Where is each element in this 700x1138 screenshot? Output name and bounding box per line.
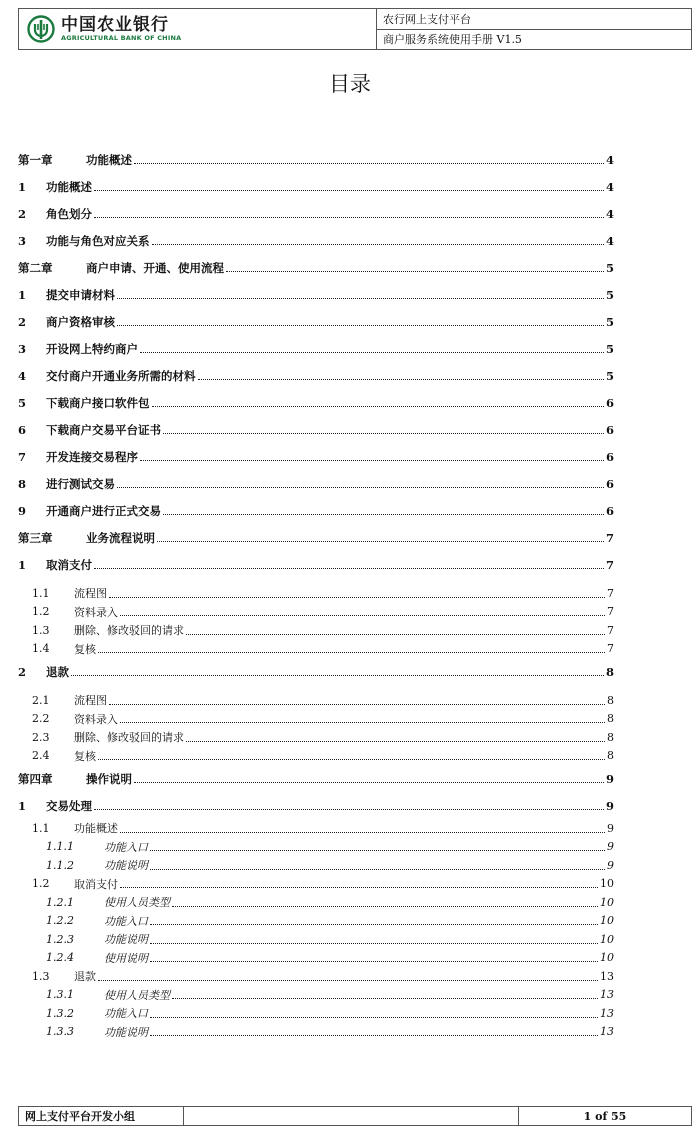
toc-entry-page: 8 bbox=[607, 712, 614, 726]
dot-leader bbox=[98, 751, 605, 760]
dot-leader bbox=[157, 533, 604, 542]
toc-entry-number: 1.3.3 bbox=[46, 1025, 74, 1039]
toc-entry-l2[interactable] bbox=[18, 728, 614, 747]
toc-entry-number: 5 bbox=[18, 395, 27, 410]
toc-entry-page: 8 bbox=[607, 749, 614, 763]
toc-entry-l1[interactable] bbox=[18, 658, 614, 685]
toc-entry-number: 1.2 bbox=[32, 605, 50, 619]
dot-leader bbox=[186, 626, 605, 635]
toc-entry-l2[interactable] bbox=[18, 621, 614, 640]
dot-leader bbox=[140, 344, 604, 353]
page-footer bbox=[18, 1106, 692, 1126]
toc-entry-page: 10 bbox=[600, 951, 614, 965]
dot-leader bbox=[94, 801, 604, 810]
toc-entry-l2[interactable] bbox=[18, 875, 614, 894]
dot-leader bbox=[117, 317, 604, 326]
toc-entry-l2[interactable] bbox=[18, 640, 614, 659]
dot-leader bbox=[120, 714, 605, 723]
toc-entry-page: 6 bbox=[605, 476, 614, 491]
toc-entry-number: 2.2 bbox=[32, 712, 50, 726]
toc-entry-l1[interactable] bbox=[18, 497, 614, 524]
dot-leader bbox=[150, 1009, 598, 1018]
toc-entry-number: 2 bbox=[18, 664, 27, 679]
toc-entry-page: 7 bbox=[607, 623, 614, 637]
toc-entry-number: 1.2.3 bbox=[46, 932, 74, 946]
toc-entry-label: 资料录入 bbox=[74, 712, 118, 726]
toc-entry-l1[interactable] bbox=[18, 281, 614, 308]
toc-entry-label: 复核 bbox=[74, 749, 96, 763]
toc-entry-number: 第一章 bbox=[18, 152, 53, 167]
toc-entry-label: 进行测试交易 bbox=[46, 476, 115, 491]
toc-entry-page: 5 bbox=[605, 260, 614, 275]
dot-leader bbox=[172, 898, 598, 907]
toc-entry-label: 取消支付 bbox=[46, 557, 92, 572]
dot-leader bbox=[117, 290, 604, 299]
toc-entry-label: 复核 bbox=[74, 642, 96, 656]
page-header bbox=[18, 8, 692, 50]
dot-leader bbox=[186, 733, 605, 742]
toc-entry-page: 4 bbox=[605, 233, 614, 248]
toc-entry-page: 9 bbox=[605, 771, 614, 786]
dot-leader bbox=[140, 452, 604, 461]
dot-leader bbox=[94, 560, 604, 569]
toc-entry-page: 6 bbox=[605, 449, 614, 464]
toc-entry-label: 交易处理 bbox=[46, 798, 92, 813]
toc-entry-l2[interactable] bbox=[18, 710, 614, 729]
abc-logo-icon bbox=[27, 15, 55, 43]
dot-leader bbox=[117, 479, 604, 488]
dot-leader bbox=[109, 696, 605, 705]
toc-entry-page: 6 bbox=[605, 395, 614, 410]
dot-leader bbox=[150, 1027, 598, 1036]
toc-entry-number: 9 bbox=[18, 503, 27, 518]
toc-entry-label: 删除、修改驳回的请求 bbox=[74, 731, 184, 745]
toc-entry-label: 开发连接交易程序 bbox=[46, 449, 138, 464]
toc-entry-l2[interactable] bbox=[18, 603, 614, 622]
toc-entry-label: 下载商户接口软件包 bbox=[46, 395, 150, 410]
toc-entry-label: 使用人员类型 bbox=[104, 988, 170, 1002]
toc-entry-label: 提交申请材料 bbox=[46, 287, 115, 302]
toc-entry-l1[interactable] bbox=[18, 792, 614, 819]
manual-title: 商户服务系统使用手册 V1.5 bbox=[377, 29, 691, 50]
dot-leader bbox=[152, 236, 604, 245]
toc-entry-l3[interactable] bbox=[18, 1023, 614, 1042]
toc-entry-number: 8 bbox=[18, 476, 27, 491]
toc-entry-l1[interactable] bbox=[18, 416, 614, 443]
toc-entry-l1[interactable] bbox=[18, 443, 614, 470]
toc-entry-page: 7 bbox=[607, 642, 614, 656]
logo-english-name: AGRICULTURAL BANK OF CHINA bbox=[61, 34, 182, 42]
dot-leader bbox=[152, 398, 604, 407]
toc-entry-l3[interactable] bbox=[18, 838, 614, 857]
toc-entry-l1[interactable] bbox=[18, 227, 614, 254]
logo bbox=[19, 9, 377, 49]
toc-entry-page: 13 bbox=[600, 969, 614, 983]
toc-entry-number: 1.4 bbox=[32, 642, 50, 656]
table-of-contents bbox=[18, 146, 614, 1041]
toc-entry-number: 1.1.1 bbox=[46, 840, 74, 854]
toc-entry-l1[interactable] bbox=[18, 200, 614, 227]
dot-leader bbox=[226, 263, 604, 272]
toc-entry-l3[interactable] bbox=[18, 986, 614, 1005]
dot-leader bbox=[94, 209, 604, 218]
toc-entry-label: 功能概述 bbox=[86, 152, 132, 167]
toc-entry-page: 10 bbox=[600, 895, 614, 909]
toc-entry-number: 1.1 bbox=[32, 821, 50, 835]
dot-leader bbox=[134, 155, 604, 164]
footer-team: 网上支付平台开发小组 bbox=[19, 1107, 184, 1125]
toc-entry-page: 4 bbox=[605, 179, 614, 194]
platform-name: 农行网上支付平台 bbox=[383, 12, 471, 26]
toc-entry-page: 10 bbox=[600, 877, 614, 891]
toc-entry-page: 6 bbox=[605, 503, 614, 518]
toc-entry-page: 10 bbox=[600, 932, 614, 946]
toc-entry-label: 商户申请、开通、使用流程 bbox=[86, 260, 224, 275]
toc-entry-label: 功能概述 bbox=[46, 179, 92, 194]
dot-leader bbox=[98, 972, 598, 981]
toc-entry-l1[interactable] bbox=[18, 173, 614, 200]
toc-entry-number: 3 bbox=[18, 341, 27, 356]
toc-entry-l1[interactable] bbox=[18, 551, 614, 578]
dot-leader bbox=[150, 842, 605, 851]
toc-entry-label: 功能入口 bbox=[104, 840, 148, 854]
toc-entry-label: 资料录入 bbox=[74, 605, 118, 619]
toc-entry-number: 1.2.4 bbox=[46, 951, 74, 965]
toc-entry-page: 7 bbox=[605, 557, 614, 572]
toc-entry-chapter[interactable] bbox=[18, 524, 614, 551]
toc-entry-number: 2 bbox=[18, 206, 27, 221]
toc-entry-page: 8 bbox=[607, 693, 614, 707]
toc-entry-number: 2 bbox=[18, 314, 27, 329]
toc-entry-label: 功能概述 bbox=[74, 822, 118, 836]
toc-entry-number: 1.3 bbox=[32, 969, 50, 983]
toc-entry-number: 1 bbox=[18, 287, 27, 302]
toc-entry-l1[interactable] bbox=[18, 389, 614, 416]
toc-entry-l3[interactable] bbox=[18, 1004, 614, 1023]
page-title: 目录 bbox=[329, 72, 371, 96]
toc-entry-l1[interactable] bbox=[18, 335, 614, 362]
toc-entry-number: 第二章 bbox=[18, 260, 53, 275]
toc-entry-label: 退款 bbox=[46, 664, 69, 679]
toc-entry-page: 5 bbox=[605, 287, 614, 302]
toc-entry-page: 5 bbox=[605, 341, 614, 356]
toc-entry-number: 第四章 bbox=[18, 771, 53, 786]
toc-entry-l3[interactable] bbox=[18, 856, 614, 875]
toc-entry-number: 1 bbox=[18, 557, 27, 572]
toc-entry-label: 功能入口 bbox=[104, 1007, 148, 1021]
toc-entry-page: 9 bbox=[607, 858, 614, 872]
toc-entry-l3[interactable] bbox=[18, 949, 614, 968]
toc-entry-number: 1.1.2 bbox=[46, 858, 74, 872]
dot-leader bbox=[120, 879, 598, 888]
toc-entry-number: 1.3.1 bbox=[46, 988, 74, 1002]
toc-entry-number: 2.4 bbox=[32, 749, 50, 763]
toc-entry-l1[interactable] bbox=[18, 470, 614, 497]
toc-entry-l3[interactable] bbox=[18, 930, 614, 949]
toc-entry-label: 功能说明 bbox=[104, 1025, 148, 1039]
footer-spacer bbox=[184, 1107, 519, 1125]
toc-entry-number: 3 bbox=[18, 233, 27, 248]
toc-entry-page: 4 bbox=[605, 206, 614, 221]
toc-entry-l2[interactable] bbox=[18, 747, 614, 766]
toc-entry-label: 开通商户进行正式交易 bbox=[46, 503, 161, 518]
toc-entry-page: 13 bbox=[600, 988, 614, 1002]
toc-entry-l2[interactable] bbox=[18, 967, 614, 986]
toc-entry-l2[interactable] bbox=[18, 819, 614, 838]
toc-entry-l3[interactable] bbox=[18, 912, 614, 931]
toc-entry-label: 流程图 bbox=[74, 694, 107, 708]
toc-entry-page: 4 bbox=[605, 152, 614, 167]
toc-entry-number: 1.3.2 bbox=[46, 1006, 74, 1020]
logo-chinese-name: 中国农业银行 bbox=[61, 15, 169, 35]
toc-entry-l2[interactable] bbox=[18, 691, 614, 710]
toc-entry-number: 4 bbox=[18, 368, 27, 383]
toc-entry-page: 9 bbox=[605, 798, 614, 813]
toc-entry-page: 10 bbox=[600, 914, 614, 928]
toc-entry-number: 1.1 bbox=[32, 586, 50, 600]
toc-entry-l1[interactable] bbox=[18, 308, 614, 335]
toc-entry-page: 13 bbox=[600, 1006, 614, 1020]
toc-entry-page: 13 bbox=[600, 1025, 614, 1039]
toc-entry-chapter[interactable] bbox=[18, 765, 614, 792]
dot-leader bbox=[120, 824, 605, 833]
toc-entry-number: 2.1 bbox=[32, 693, 50, 707]
toc-entry-number: 第三章 bbox=[18, 530, 53, 545]
dot-leader bbox=[134, 774, 604, 783]
dot-leader bbox=[172, 990, 598, 999]
toc-entry-chapter[interactable] bbox=[18, 146, 614, 173]
toc-entry-label: 功能说明 bbox=[104, 859, 148, 873]
toc-entry-label: 角色划分 bbox=[46, 206, 92, 221]
toc-entry-label: 使用人员类型 bbox=[104, 896, 170, 910]
toc-entry-label: 功能说明 bbox=[104, 933, 148, 947]
toc-entry-label: 删除、修改驳回的请求 bbox=[74, 624, 184, 638]
dot-leader bbox=[71, 667, 604, 676]
toc-entry-label: 开设网上特约商户 bbox=[46, 341, 138, 356]
toc-entry-label: 退款 bbox=[74, 970, 96, 984]
toc-entry-label: 交付商户开通业务所需的材料 bbox=[46, 368, 196, 383]
toc-entry-page: 7 bbox=[605, 530, 614, 545]
dot-leader bbox=[163, 425, 604, 434]
dot-leader bbox=[150, 861, 605, 870]
toc-entry-number: 6 bbox=[18, 422, 27, 437]
toc-entry-page: 8 bbox=[607, 730, 614, 744]
toc-entry-page: 7 bbox=[607, 586, 614, 600]
dot-leader bbox=[109, 589, 605, 598]
toc-entry-label: 功能入口 bbox=[104, 914, 148, 928]
dot-leader bbox=[94, 182, 604, 191]
toc-entry-page: 9 bbox=[607, 840, 614, 854]
toc-entry-number: 1.2.1 bbox=[46, 895, 74, 909]
dot-leader bbox=[198, 371, 604, 380]
toc-entry-l3[interactable] bbox=[18, 893, 614, 912]
dot-leader bbox=[120, 607, 605, 616]
toc-entry-page: 7 bbox=[607, 605, 614, 619]
toc-entry-label: 商户资格审核 bbox=[46, 314, 115, 329]
toc-entry-l1[interactable] bbox=[18, 362, 614, 389]
toc-entry-l2[interactable] bbox=[18, 584, 614, 603]
toc-entry-number: 1 bbox=[18, 179, 27, 194]
dot-leader bbox=[150, 953, 598, 962]
toc-entry-page: 5 bbox=[605, 368, 614, 383]
toc-entry-number: 1 bbox=[18, 798, 27, 813]
toc-entry-label: 流程图 bbox=[74, 587, 107, 601]
page-indicator: 1 of 55 bbox=[583, 1109, 627, 1123]
toc-entry-page: 5 bbox=[605, 314, 614, 329]
toc-entry-label: 取消支付 bbox=[74, 877, 118, 891]
toc-entry-page: 8 bbox=[605, 664, 614, 679]
dot-leader bbox=[163, 506, 604, 515]
toc-entry-page: 9 bbox=[607, 821, 614, 835]
toc-entry-label: 业务流程说明 bbox=[86, 530, 155, 545]
toc-entry-number: 1.3 bbox=[32, 623, 50, 637]
toc-entry-number: 2.3 bbox=[32, 730, 50, 744]
toc-entry-label: 操作说明 bbox=[86, 771, 132, 786]
toc-entry-number: 1.2.2 bbox=[46, 914, 74, 928]
toc-entry-number: 1.2 bbox=[32, 877, 50, 891]
toc-entry-number: 7 bbox=[18, 449, 27, 464]
toc-entry-label: 使用说明 bbox=[104, 951, 148, 965]
toc-entry-page: 6 bbox=[605, 422, 614, 437]
dot-leader bbox=[150, 935, 598, 944]
toc-entry-chapter[interactable] bbox=[18, 254, 614, 281]
toc-entry-label: 下载商户交易平台证书 bbox=[46, 422, 161, 437]
dot-leader bbox=[150, 916, 598, 925]
dot-leader bbox=[98, 644, 605, 653]
toc-entry-label: 功能与角色对应关系 bbox=[46, 233, 150, 248]
